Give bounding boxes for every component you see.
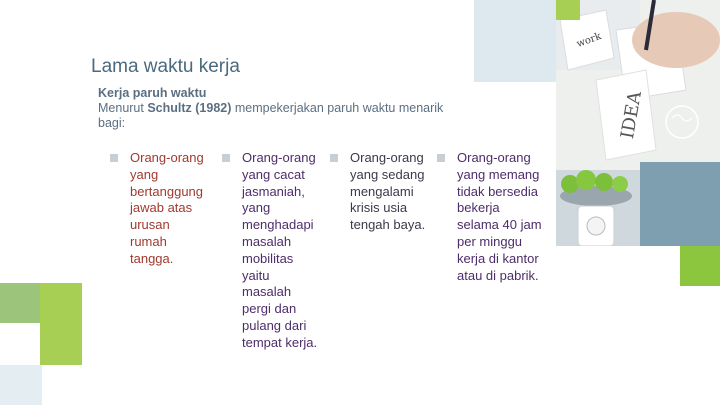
subtitle-source: Schultz (1982) [147,101,232,115]
bullet-text: Orang-orang yang cacat jasmaniah, yang menghadapi masalah mobilitas yaitu masalah pergi dan pulang dari tempat kerja. [242,150,318,350]
decor-block-lightblue-left [0,365,42,405]
bullet-square-icon [437,154,445,162]
subtitle-block [98,86,458,131]
bullet-text: Orang-orang yang memang tidak bersedia bekerja selama 40 jam per minggu kerja di kantor atau di pabrik. [457,150,542,283]
decor-block-lightblue [474,0,556,82]
svg-text:IDEA: IDEA [616,89,646,141]
decor-block-steel [640,162,720,246]
bullet-square-icon [330,154,338,162]
bullet-square-icon [222,154,230,162]
decor-block-green-left [40,283,82,365]
bullet-text: Orang-orang yang sedang mengalami krisis usia tengah baya. [350,150,426,233]
subtitle-line [98,101,458,131]
slide-title: Lama waktu kerja [91,56,240,77]
decor-block-green-top [556,0,580,20]
svg-text:work: work [575,30,603,50]
subtitle-heading: Kerja paruh waktu [98,86,207,100]
decor-block-green-right [680,246,720,286]
bullet-text: Orang-orang yang bertanggung jawab atas urusan rumah tangga. [130,150,204,266]
subtitle-prefix: Menurut [98,101,148,115]
subtitle-suffix: mempekerjakan paruh waktu menarik bagi: [98,101,444,130]
bullet-square-icon [110,154,118,162]
decor-block-sage [0,283,40,323]
